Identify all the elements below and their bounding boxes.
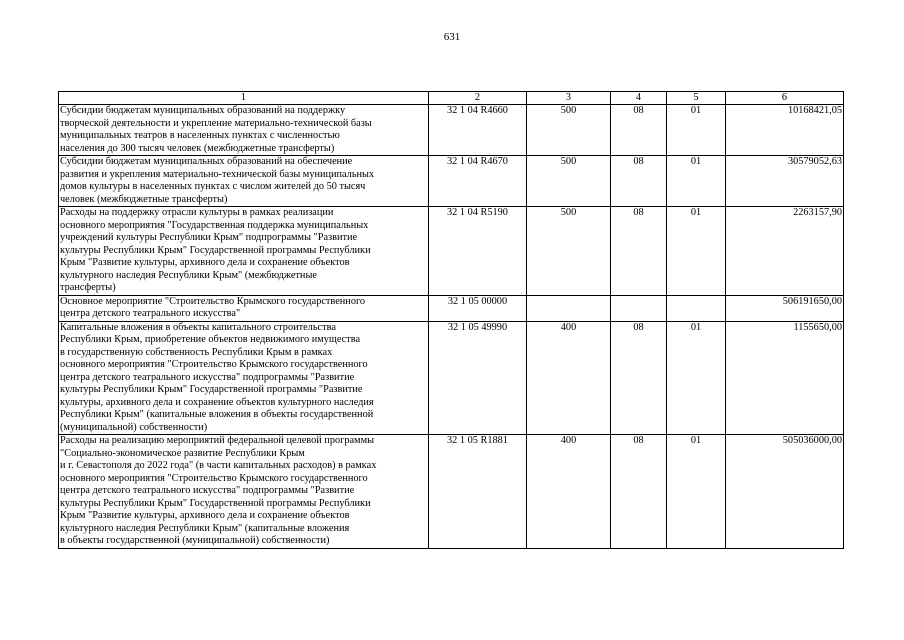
header-cell: 5	[667, 92, 726, 105]
expense-type: 500	[527, 105, 611, 156]
expense-type: 400	[527, 321, 611, 435]
expense-type: 500	[527, 207, 611, 296]
section-code: 08	[611, 435, 667, 549]
subsection-code	[667, 295, 726, 321]
budget-table	[58, 91, 844, 549]
amount: 505036000,00	[726, 435, 844, 549]
section-code: 08	[611, 105, 667, 156]
section-code	[611, 295, 667, 321]
expense-name: Субсидии бюджетам муниципальных образований на поддержку творческой деятельности и укрепление материально-технической базы муниципальных театров в населенных пунктах с численностью населения до 300 тысяч человек (межбюджетные трансферты)	[59, 105, 429, 156]
header-cell: 3	[527, 92, 611, 105]
table-row	[59, 435, 844, 549]
target-code: 32 1 05 R1881	[429, 435, 527, 549]
section-code: 08	[611, 321, 667, 435]
expense-type: 400	[527, 435, 611, 549]
target-code: 32 1 05 00000	[429, 295, 527, 321]
expense-name: Капитальные вложения в объекты капитального строительства Республики Крым, приобретение объектов недвижимого имущества в государственную собственность Республики Крым в рамках основного мероприятия "Строительство Крымского государственного центра детского театрального искусства" подпрограммы "Развитие культуры Республики Крым" Государственной программы "Развитие культуры, архивного дела и сохранение объектов культурного наследия Республики Крым" (капитальные вложения в объекты государственной (муниципальной) собственности)	[59, 321, 429, 435]
table-row	[59, 295, 844, 321]
table-row	[59, 207, 844, 296]
expense-type: 500	[527, 156, 611, 207]
amount: 2263157,90	[726, 207, 844, 296]
section-code: 08	[611, 156, 667, 207]
table-row	[59, 105, 844, 156]
expense-name: Расходы на реализацию мероприятий федеральной целевой программы "Социально-экономическое развитие Республики Крым и г. Севастополя до 2022 года" (в части капитальных расходов) в рамках основного мероприятия "Строительство Крымского государственного центра детского театрального искусства" подпрограммы "Развитие культуры Республики Крым" Государственной программы Республики Крым "Развитие культуры, архивного дела и сохранение объектов культурного наследия Республики Крым" (капитальные вложения в объекты государственной (муниципальной) собственности)	[59, 435, 429, 549]
amount: 1155650,00	[726, 321, 844, 435]
target-code: 32 1 04 R4670	[429, 156, 527, 207]
subsection-code: 01	[667, 321, 726, 435]
target-code: 32 1 04 R5190	[429, 207, 527, 296]
section-code: 08	[611, 207, 667, 296]
amount: 506191650,00	[726, 295, 844, 321]
header-cell: 1	[59, 92, 429, 105]
subsection-code: 01	[667, 207, 726, 296]
subsection-code: 01	[667, 156, 726, 207]
amount: 10168421,05	[726, 105, 844, 156]
expense-name: Субсидии бюджетам муниципальных образований на обеспечение развития и укрепления материально-технической базы муниципальных домов культуры в населенных пунктах с числом жителей до 50 тысяч человек (межбюджетные трансферты)	[59, 156, 429, 207]
amount: 30579052,63	[726, 156, 844, 207]
header-cell: 4	[611, 92, 667, 105]
table-row	[59, 156, 844, 207]
expense-name: Расходы на поддержку отрасли культуры в рамках реализации основного мероприятия "Государственная поддержка муниципальных учреждений культуры Республики Крым" подпрограммы "Развитие культуры Республики Крым" Государственной программы Республики Крым "Развитие культуры, архивного дела и сохранение объектов культурного наследия Республики Крым" (межбюджетные трансферты)	[59, 207, 429, 296]
subsection-code: 01	[667, 105, 726, 156]
expense-type	[527, 295, 611, 321]
header-row	[59, 92, 844, 105]
target-code: 32 1 04 R4660	[429, 105, 527, 156]
header-cell: 6	[726, 92, 844, 105]
subsection-code: 01	[667, 435, 726, 549]
page-number: 631	[443, 31, 461, 43]
header-cell: 2	[429, 92, 527, 105]
target-code: 32 1 05 49990	[429, 321, 527, 435]
table-row	[59, 321, 844, 435]
expense-name: Основное мероприятие "Строительство Крымского государственного центра детского театрального искусства"	[59, 295, 429, 321]
